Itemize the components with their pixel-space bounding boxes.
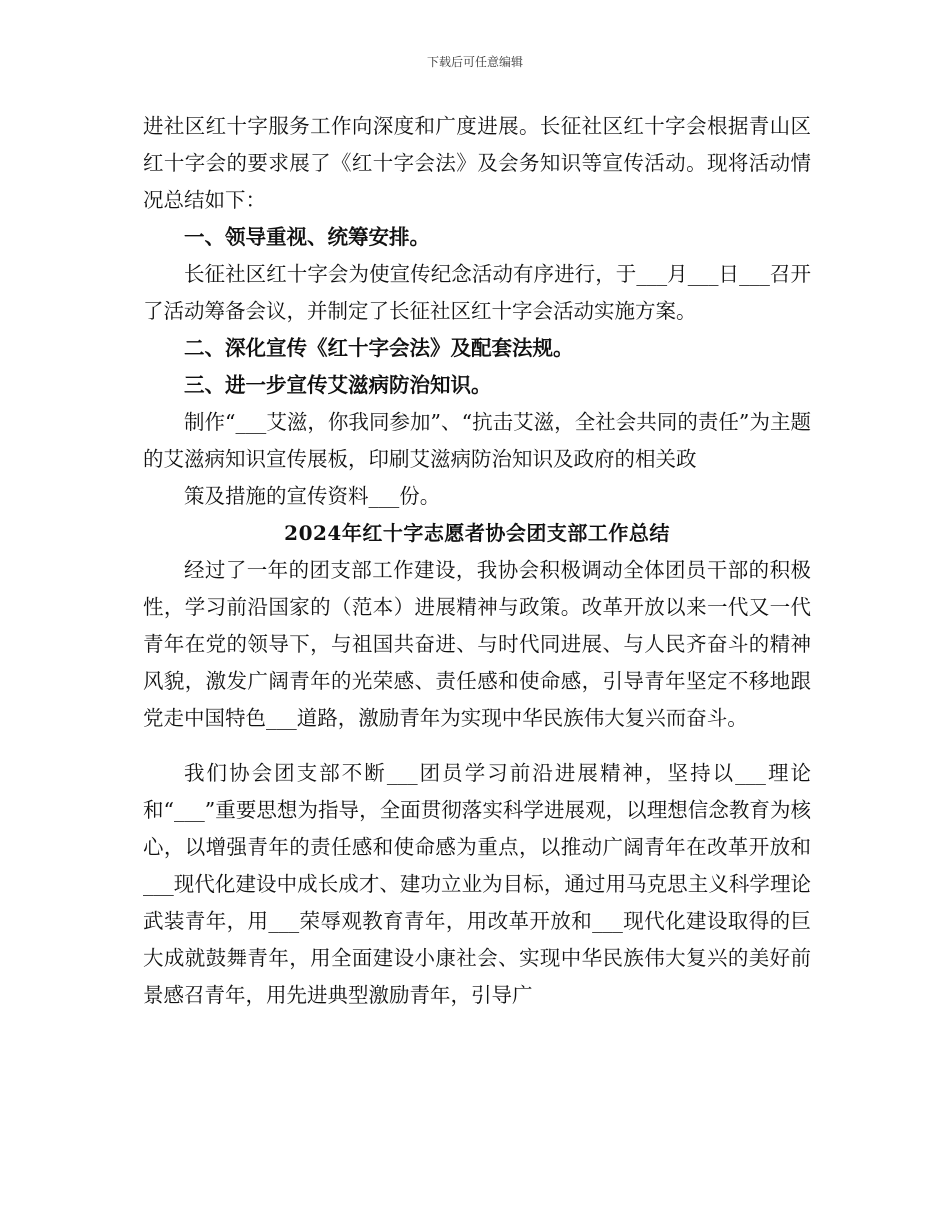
paragraph-materials: 策及措施的宣传资料___份。 [184,484,441,508]
heading-3: 三、进一步宣传艾滋病防治知识。 [184,373,492,397]
document-title: 2024年红十字志愿者协会团支部工作总结 [284,521,670,545]
paragraph-aids-board: 制作“___艾滋，你我同参加”、“抗击艾滋，全社会共同的责任”为主题的艾滋病知识宣传展板，印刷艾滋病防治知识及政府的相关政 [143,410,811,471]
document-body [143,108,811,1014]
page-header: 下载后可任意编辑 [426,55,523,69]
paragraph-work: 我们协会团支部不断___团员学习前沿进展精神，坚持以___理论和“___”重要思想为指导，全面贯彻落实科学进展观，以理想信念教育为核心，以增强青年的责任感和使命感为重点，以推动广阔青年在改革开放和___现代化建设中成长成才、建功立业为目标，通过用马克思主义科学理论武装青年，用___荣辱观教育青年，用改革开放和___现代化建设取得的巨大成就鼓舞青年，用全面建设小康社会、实现中华民族伟大复兴的美好前景感召青年，用先进典型激励青年，引导广 [143,761,811,1007]
paragraph-intro: 进社区红十字服务工作向深度和广度进展。长征社区红十字会根据青山区红十字会的要求展了《红十字会法》及会务知识等宣传活动。现将活动情况总结如下： [143,114,811,212]
paragraph-summary: 经过了一年的团支部工作建设，我协会积极调动全体团员干部的积极性，学习前沿国家的（范本）进展精神与政策。改革开放以来一代又一代青年在党的领导下，与祖国共奋进、与时代同进展、与人民齐奋斗的精神风貌，激发广阔青年的光荣感、责任感和使命感，引导青年坚定不移地跟党走中国特色___道路，激励青年为实现中华民族伟大复兴而奋斗。 [143,558,811,730]
paragraph-meeting: 长征社区红十字会为使宣传纪念活动有序进行，于___月___日___召开了活动筹备会议，并制定了长征社区红十字会活动实施方案。 [143,262,811,323]
heading-1: 一、领导重视、统筹安排。 [184,225,430,249]
heading-2: 二、深化宣传《红十字会法》及配套法规。 [184,336,574,360]
